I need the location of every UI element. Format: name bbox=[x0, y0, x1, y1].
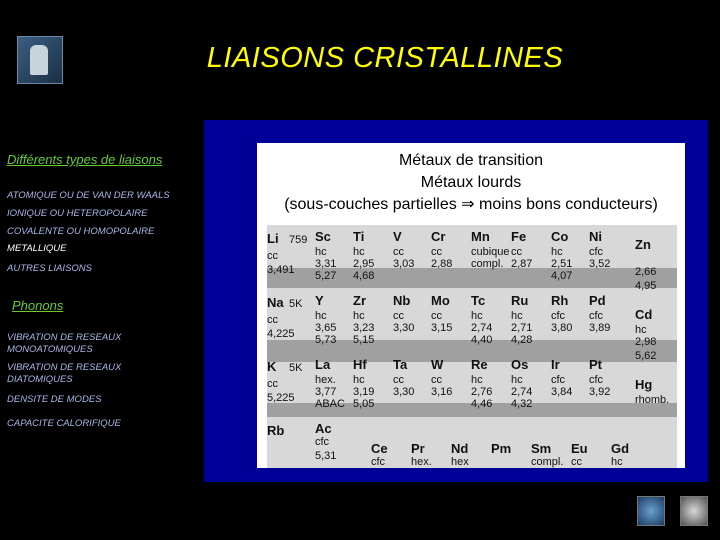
element-lattice-a: 5,225 bbox=[267, 392, 295, 404]
element-structure: cfc bbox=[589, 374, 604, 386]
figure-box bbox=[257, 143, 685, 468]
element-structure: cc bbox=[511, 246, 522, 258]
element-lattice-c: 5,62 bbox=[635, 350, 657, 362]
element-structure: compl. bbox=[531, 456, 564, 468]
element-structure: cc bbox=[431, 374, 442, 386]
element-lattice-a: 3,77 bbox=[315, 386, 337, 398]
element-lattice-a: 4,225 bbox=[267, 328, 295, 340]
element-lattice-a: 2,87 bbox=[511, 258, 533, 270]
element-structure: hex. bbox=[411, 456, 432, 468]
element-symbol: Pm bbox=[491, 441, 512, 456]
caption-line-1: Métaux de transition bbox=[398, 152, 544, 169]
element-lattice-c: 4,68 bbox=[353, 270, 375, 282]
figure-caption bbox=[257, 150, 685, 216]
element-lattice-c: 4,28 bbox=[511, 334, 533, 346]
menu-item-vibration-mono[interactable]: VIBRATION DE RESEAUX MONOATOMIQUES bbox=[7, 332, 122, 355]
element-structure: cc bbox=[431, 310, 442, 322]
element-structure: hc bbox=[471, 310, 483, 322]
menu-heading-liaisons[interactable]: Différents types de liaisons bbox=[7, 152, 163, 167]
element-lattice-a: 2,74 bbox=[471, 322, 493, 334]
element-structure: cfc bbox=[589, 246, 604, 258]
element-lattice-a: 5,31 bbox=[315, 450, 337, 462]
element-structure: cfc bbox=[371, 456, 386, 468]
element-lattice-c: 4,32 bbox=[511, 398, 533, 410]
periodic-table-excerpt bbox=[267, 225, 677, 468]
element-symbol: Fe bbox=[511, 229, 527, 244]
element-symbol: Sm bbox=[531, 441, 552, 456]
element-lattice-c: 4,40 bbox=[471, 334, 493, 346]
element-lattice-c: 4,95 bbox=[635, 280, 657, 292]
element-structure: hc bbox=[511, 310, 523, 322]
element-lattice-a: 3,89 bbox=[589, 322, 611, 334]
element-lattice-c: 4,07 bbox=[551, 270, 573, 282]
menu-item-vibration-di[interactable]: VIBRATION DE RESEAUX DIATOMIQUES bbox=[7, 362, 122, 385]
element-lattice-a: 2,88 bbox=[431, 258, 453, 270]
element-lattice-a: 3,92 bbox=[589, 386, 611, 398]
element-structure: cfc bbox=[589, 310, 604, 322]
menu-item-covalente[interactable]: COVALENTE OU HOMOPOLAIRE bbox=[7, 226, 155, 237]
element-symbol: Ta bbox=[393, 357, 408, 372]
element-symbol: Rb bbox=[267, 423, 285, 438]
element-symbol: Ru bbox=[511, 293, 529, 308]
element-note: 5K bbox=[289, 362, 303, 374]
element-lattice-c: 4,46 bbox=[471, 398, 493, 410]
element-lattice-a: 3,15 bbox=[431, 322, 453, 334]
element-lattice-a: 3,19 bbox=[353, 386, 375, 398]
element-symbol: W bbox=[431, 357, 444, 372]
element-lattice-a: 2,76 bbox=[471, 386, 493, 398]
menu-heading-phonons[interactable]: Phonons bbox=[12, 298, 64, 313]
element-structure: hex. bbox=[315, 374, 336, 386]
element-structure: cc bbox=[393, 310, 404, 322]
element-lattice-a: 3,52 bbox=[589, 258, 611, 270]
element-symbol: Ti bbox=[353, 229, 365, 244]
element-symbol: Na bbox=[267, 295, 284, 310]
element-symbol: Ce bbox=[371, 441, 388, 456]
element-symbol: Cr bbox=[431, 229, 446, 244]
menu-item-atomique[interactable]: ATOMIQUE OU DE VAN DER WAALS bbox=[7, 190, 170, 201]
element-symbol: Nd bbox=[451, 441, 469, 456]
element-symbol: Zr bbox=[353, 293, 366, 308]
element-symbol: Gd bbox=[611, 441, 630, 456]
globe-icon[interactable] bbox=[637, 496, 665, 526]
element-structure: cfc bbox=[551, 374, 566, 386]
element-lattice-c: ABAC bbox=[315, 398, 345, 410]
element-lattice-a: 2,74 bbox=[511, 386, 533, 398]
element-symbol: Zn bbox=[635, 237, 651, 252]
menu-item-ionique[interactable]: IONIQUE OU HETEROPOLAIRE bbox=[7, 208, 148, 219]
element-symbol: Tc bbox=[471, 293, 486, 308]
element-structure: cfc bbox=[315, 436, 330, 448]
element-lattice-a: 2,98 bbox=[635, 336, 657, 348]
element-structure: hc bbox=[315, 310, 327, 322]
caption-line-2: Métaux lourds bbox=[420, 174, 522, 191]
element-structure: cc bbox=[393, 246, 404, 258]
element-structure: cubique bbox=[471, 246, 510, 258]
element-symbol: Mn bbox=[471, 229, 490, 244]
element-lattice-a: 3,80 bbox=[551, 322, 573, 334]
page-title: LIAISONS CRISTALLINES bbox=[206, 42, 564, 74]
caption-line-3: (sous-couches partielles ⇒ moins bons conducteurs) bbox=[284, 196, 658, 213]
menu-item-metallique[interactable]: METALLIQUE bbox=[7, 243, 67, 254]
element-lattice-a: 2,66 bbox=[635, 266, 657, 278]
element-lattice-a: 3,03 bbox=[393, 258, 415, 270]
element-symbol: Pd bbox=[589, 293, 606, 308]
element-note: 759 bbox=[289, 234, 308, 246]
element-structure: hc bbox=[353, 374, 365, 386]
menu-item-autres[interactable]: AUTRES LIAISONS bbox=[7, 263, 92, 274]
element-structure: cc bbox=[431, 246, 442, 258]
element-lattice-a: 3,84 bbox=[551, 386, 573, 398]
element-symbol: Sc bbox=[315, 229, 331, 244]
element-symbol: Cd bbox=[635, 307, 653, 322]
element-structure: cc bbox=[267, 314, 278, 326]
element-structure: cc bbox=[267, 378, 278, 390]
element-structure: cc bbox=[571, 456, 582, 468]
element-lattice-c: 5,05 bbox=[353, 398, 375, 410]
element-symbol: Mo bbox=[431, 293, 450, 308]
element-lattice-a: 3,65 bbox=[315, 322, 337, 334]
element-structure: cc bbox=[267, 250, 278, 262]
element-structure: hc bbox=[353, 246, 365, 258]
sidebar-menu bbox=[7, 152, 197, 167]
element-lattice-a: 2,71 bbox=[511, 322, 533, 334]
element-lattice-c: 5,15 bbox=[353, 334, 375, 346]
element-structure: hc bbox=[471, 374, 483, 386]
element-structure: hc bbox=[611, 456, 623, 468]
element-lattice-a: 3,23 bbox=[353, 322, 375, 334]
element-lattice-a: 3,16 bbox=[431, 386, 453, 398]
element-structure: hex bbox=[451, 456, 469, 468]
university-logo bbox=[17, 36, 63, 84]
element-symbol: Re bbox=[471, 357, 488, 372]
element-symbol: Hf bbox=[353, 357, 367, 372]
element-structure: hc bbox=[635, 324, 647, 336]
element-lattice-a: 2,95 bbox=[353, 258, 375, 270]
element-symbol: Rh bbox=[551, 293, 569, 308]
element-lattice-a: 3,30 bbox=[393, 322, 415, 334]
element-structure: cc bbox=[393, 374, 404, 386]
element-lattice-a: 2,51 bbox=[551, 258, 573, 270]
atom-icon[interactable] bbox=[680, 496, 708, 526]
element-symbol: Li bbox=[267, 231, 279, 246]
element-symbol: Hg bbox=[635, 377, 653, 392]
element-note: 5K bbox=[289, 298, 303, 310]
element-structure: cfc bbox=[551, 310, 566, 322]
element-structure: hc bbox=[353, 310, 365, 322]
element-lattice-a: compl. bbox=[471, 258, 504, 270]
element-symbol: Pr bbox=[411, 441, 425, 456]
element-lattice-a: 3,491 bbox=[267, 264, 295, 276]
element-symbol: Co bbox=[551, 229, 569, 244]
element-lattice-c: 5,27 bbox=[315, 270, 337, 282]
menu-item-densite[interactable]: DENSITE DE MODES bbox=[7, 394, 102, 405]
element-lattice-a: 3,30 bbox=[393, 386, 415, 398]
menu-item-capacite[interactable]: CAPACITE CALORIFIQUE bbox=[7, 418, 121, 429]
element-symbol: Os bbox=[511, 357, 529, 372]
element-symbol: V bbox=[393, 229, 402, 244]
element-symbol: Ac bbox=[315, 421, 332, 436]
element-structure: hc bbox=[551, 246, 563, 258]
element-structure: rhomb. bbox=[635, 394, 670, 406]
element-symbol: Pt bbox=[589, 357, 602, 372]
element-symbol: Y bbox=[315, 293, 324, 308]
element-structure: hc bbox=[511, 374, 523, 386]
element-lattice-a: 3,31 bbox=[315, 258, 337, 270]
element-lattice-c: 5,73 bbox=[315, 334, 337, 346]
element-structure: hc bbox=[315, 246, 327, 258]
element-symbol: Ir bbox=[551, 357, 560, 372]
element-symbol: Eu bbox=[571, 441, 588, 456]
element-symbol: La bbox=[315, 357, 331, 372]
element-symbol: Ni bbox=[589, 229, 602, 244]
element-symbol: Nb bbox=[393, 293, 411, 308]
element-symbol: K bbox=[267, 359, 277, 374]
